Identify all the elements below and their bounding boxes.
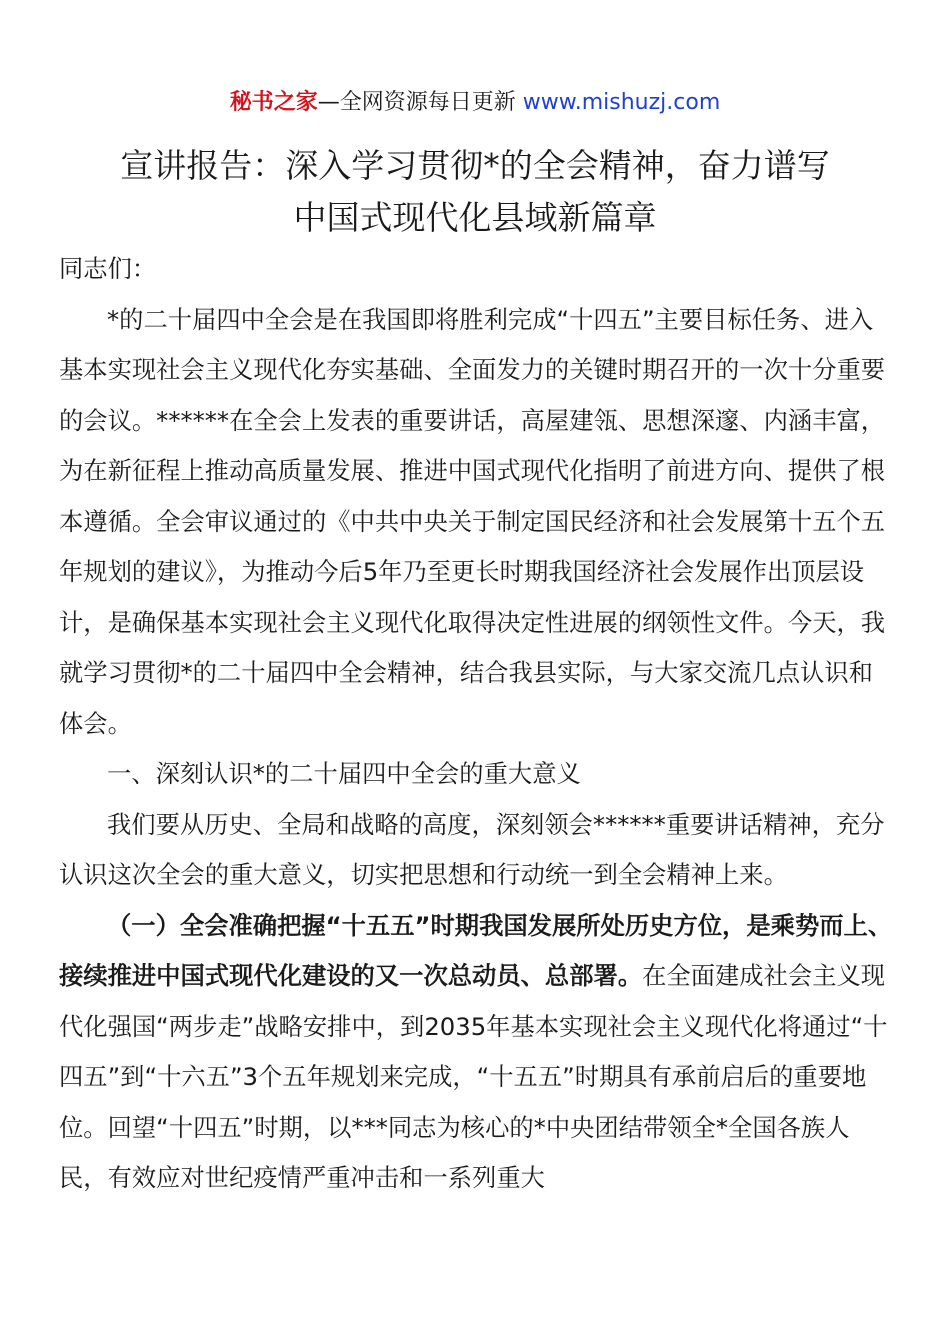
section-heading-1: 一、深刻认识*的二十届四中全会的重大意义 <box>107 759 581 788</box>
paragraph-subsection1 <box>59 901 894 1204</box>
greeting: 同志们： <box>59 254 157 283</box>
paragraph-intro: *的二十届四中全会是在我国即将胜利完成“十四五”主要目标任务、进入基本实现社会主义现代化夯实基础、全面发力的关键时期召开的一次十分重要的会议。******在全会上发表的重要讲话，高屋建瓴、思想深邃、内涵丰富，为在新征程上推动高质量发展、推进中国式现代化指明了前进方向、提供了根本遵循。全会审议通过的《中共中央关于制定国民经济和社会发展第十五个五年规划的建议》，为推动今后5年乃至更长时期我国经济社会发展作出顶层设计，是确保基本实现社会主义现代化取得决定性进展的纲领性文件。今天，我就学习贯彻*的二十届四中全会精神，结合我县实际，与大家交流几点认识和体会。 <box>59 304 886 738</box>
subsection-text-1: 在全面建成社会主义现代化强国“两步走”战略安排中，到2035年基本实现社会主义现代化将通过“十四五”到“十六五”3个五年规划来完成，“十五五”时期具有承前启后的重要地位。回望“十四五”时期，以***同志为核心的*中央团结带领全*全国各族人民，有效应对世纪疫情严重冲击和一系列重大 <box>59 961 888 1192</box>
title-line-2: 中国式现代化县域新篇章 <box>293 198 657 237</box>
document-body <box>59 244 894 1204</box>
site-header <box>0 86 950 120</box>
site-url[interactable]: www.mishuzj.com <box>522 90 721 115</box>
subsection-heading-1: （一）全会准确把握“十五五”时期我国发展所处历史方位，是乘势而上、接续推进中国式现代化建设的又一次总动员、总部署。 <box>59 910 893 990</box>
header-tagline: —全网资源每日更新 <box>317 90 523 115</box>
paragraph-section1: 我们要从历史、全局和战略的高度，深刻领会******重要讲话精神，充分认识这次全会的重大意义，切实把思想和行动统一到全会精神上来。 <box>59 809 885 889</box>
page-title <box>0 140 950 244</box>
brand-name: 秘书之家 <box>229 90 318 115</box>
title-line-1: 宣讲报告：深入学习贯彻*的全会精神，奋力谱写 <box>120 146 830 185</box>
